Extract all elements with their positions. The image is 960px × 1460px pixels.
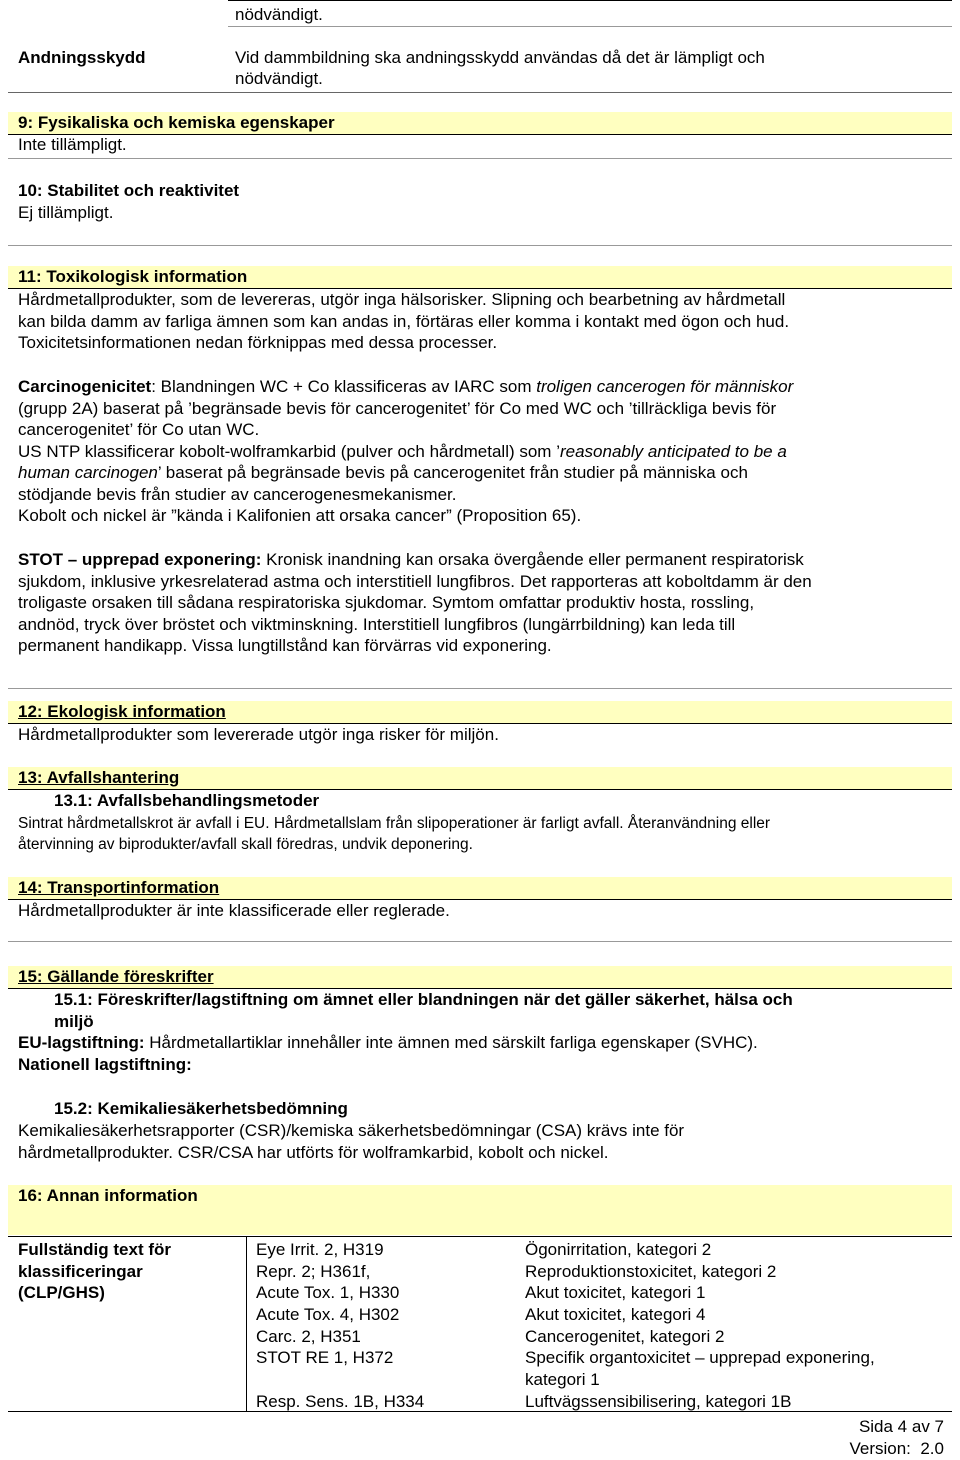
national-legislation: Nationell lagstiftning: bbox=[18, 1055, 192, 1074]
section-13-title: 13: Avfallshantering bbox=[18, 768, 180, 787]
csa-line-1: Kemikaliesäkerhetsrapporter (CSR)/kemiska säkerhetsbedömningar (CSA) krävs inte för bbox=[18, 1121, 685, 1140]
classification-label bbox=[18, 1239, 171, 1304]
section-9-text: Inte tillämpligt. bbox=[18, 135, 127, 154]
section-15-2-title: 15.2: Kemikaliesäkerhetsbedömning bbox=[54, 1099, 348, 1118]
ntp-text-2a: human carcinogen bbox=[18, 463, 158, 482]
california-line: Kobolt och nickel är ”kända i Kalifonien att orsaka cancer” (Proposition 65). bbox=[18, 506, 582, 525]
carcinogenicity-block bbox=[18, 376, 943, 527]
ntp-line-2 bbox=[18, 462, 943, 484]
section-14-text: Hårdmetallprodukter är inte klassificerade eller reglerade. bbox=[18, 901, 450, 920]
version: Version: 2.0 bbox=[849, 1439, 944, 1458]
section-14-header bbox=[8, 877, 952, 900]
classification-codes bbox=[256, 1239, 424, 1413]
code-item: Eye Irrit. 2, H319 bbox=[256, 1240, 384, 1259]
csa-line-2: hårdmetallprodukter. CSR/CSA har utförts för wolframkarbid, kobolt och nickel. bbox=[18, 1142, 609, 1162]
class-label-line-1: Fullständig text för bbox=[18, 1240, 171, 1259]
stot-line-3: troligaste orsaken till sådana respiratoriska sjukdomar. Symtom omfattar produktiv hosta, rossling, bbox=[18, 593, 755, 612]
ntp-text-1b: reasonably anticipated to be a bbox=[559, 441, 787, 461]
desc-item: Reproduktionstoxicitet, kategori 2 bbox=[525, 1261, 777, 1281]
desc-item: Luftvägssensibilisering, kategori 1B bbox=[525, 1391, 792, 1411]
s15-1-line-1: 15.1: Föreskrifter/lagstiftning om ämnet eller blandningen när det gäller säkerhet, hälsa och bbox=[54, 990, 793, 1009]
classification-table bbox=[8, 1236, 952, 1412]
desc-item: Specifik organtoxicitet – upprepad exponering, bbox=[525, 1348, 875, 1368]
section-12-text: Hårdmetallprodukter som levererade utgör inga risker för miljön. bbox=[18, 725, 499, 744]
stot-label: STOT – upprepad exponering: bbox=[18, 550, 262, 569]
waste-line-2: återvinning av biprodukter/avfall skall föredras, undvik deponering. bbox=[18, 836, 473, 853]
code-item: STOT RE 1, H372 bbox=[256, 1348, 394, 1368]
section-11-header bbox=[8, 266, 952, 289]
eu-legislation bbox=[18, 1032, 943, 1054]
ntp-line-1 bbox=[18, 441, 943, 463]
code-item: Carc. 2, H351 bbox=[256, 1326, 361, 1346]
ppe-text-2: nödvändigt. bbox=[235, 69, 323, 88]
stot-line-1 bbox=[18, 549, 943, 571]
section-15-2-text bbox=[18, 1120, 943, 1163]
code-item: Resp. Sens. 1B, H334 bbox=[256, 1391, 425, 1411]
carc-line-3: cancerogenitet’ för Co utan WC. bbox=[18, 420, 260, 439]
section-13-1-title: 13.1: Avfallsbehandlingsmetoder bbox=[54, 791, 320, 810]
intro-line-3: Toxicitetsinformationen nedan förknippas med dessa processer. bbox=[18, 333, 498, 352]
eu-text: Hårdmetallartiklar innehåller inte ämnen med särskilt farliga egenskaper (SVHC). bbox=[144, 1033, 758, 1052]
section-12-title: 12: Ekologisk information bbox=[18, 702, 226, 721]
section-15-header bbox=[8, 966, 952, 989]
section-11-title: 11: Toxikologisk information bbox=[18, 267, 248, 286]
ntp-text-2b: ’ baserat på begränsade bevis på cancerogenitet från studier på människa och bbox=[157, 463, 748, 482]
s15-1-line-2: miljö bbox=[54, 1011, 94, 1031]
section-10-title: 10: Stabilitet och reaktivitet bbox=[18, 181, 240, 200]
carc-label: Carcinogenicitet bbox=[18, 377, 152, 396]
section-9-title: 9: Fysikaliska och kemiska egenskaper bbox=[18, 113, 335, 132]
section-9-header bbox=[8, 112, 952, 135]
desc-item: Cancerogenitet, kategori 2 bbox=[525, 1326, 725, 1346]
section-16-title: 16: Annan information bbox=[18, 1186, 198, 1205]
eu-label: EU-lagstiftning: bbox=[18, 1033, 145, 1052]
desc-item: Akut toxicitet, kategori 4 bbox=[525, 1305, 706, 1325]
carc-line-1 bbox=[18, 376, 943, 398]
desc-item: kategori 1 bbox=[525, 1370, 600, 1390]
section-14-title: 14: Transportinformation bbox=[18, 878, 220, 897]
intro-line-2: kan bilda damm av farliga ämnen som kan andas in, förtäras eller komma i kontakt med ögon och hud. bbox=[18, 311, 790, 331]
class-label-line-3: (CLP/GHS) bbox=[18, 1283, 105, 1303]
carc-text-1b: troligen cancerogen för människor bbox=[536, 377, 794, 396]
section-12-header bbox=[8, 701, 952, 724]
classification-descriptions bbox=[525, 1239, 875, 1413]
ntp-line-3: stödjande bevis från studier av cancerogenesmekanismer. bbox=[18, 484, 457, 504]
stot-line-4: andnöd, tryck över bröstet och viktminskning. Interstitiell lungfibros (lungärrbildning) kan leda till bbox=[18, 614, 736, 634]
section-11-intro bbox=[18, 289, 943, 354]
top-table bbox=[8, 0, 952, 94]
page-number: Sida 4 av 7 bbox=[858, 1417, 944, 1436]
section-10-text: Ej tillämpligt. bbox=[18, 203, 114, 222]
code-item bbox=[256, 1369, 424, 1391]
ppe-text-1: Vid dammbildning ska andningsskydd användas då det är lämpligt och bbox=[235, 48, 765, 67]
carc-text-1a: : Blandningen WC + Co klassificeras av IARC som bbox=[151, 377, 537, 396]
desc-item: Akut toxicitet, kategori 1 bbox=[525, 1283, 706, 1303]
code-item: Repr. 2; H361f, bbox=[256, 1261, 371, 1281]
class-label-line-2: klassificeringar bbox=[18, 1261, 143, 1281]
code-item: Acute Tox. 4, H302 bbox=[256, 1305, 400, 1325]
stot-line-5: permanent handikapp. Vissa lungtillstånd kan förvärras vid exponering. bbox=[18, 636, 552, 655]
stot-line-2: sjukdom, inklusive yrkesrelaterad astma och interstitiell lungfibros. Det rapporteras att koboltdamm är den bbox=[18, 571, 812, 591]
section-16-header bbox=[8, 1185, 952, 1235]
carc-line-2: (grupp 2A) baserat på ’begränsade bevis för cancerogenitet’ för Co med WC och ’tillräckliga bevis för bbox=[18, 398, 777, 418]
section-13-header bbox=[8, 767, 952, 790]
section-15-title: 15: Gällande föreskrifter bbox=[18, 967, 214, 986]
ppe-label: Andningsskydd bbox=[18, 48, 146, 67]
intro-line-1: Hårdmetallprodukter, som de levereras, utgör inga hälsorisker. Slipning och bearbetning av hårdmetall bbox=[18, 290, 786, 309]
code-item: Acute Tox. 1, H330 bbox=[256, 1283, 400, 1303]
ntp-text-1a: US NTP klassificerar kobolt-wolframkarbid (pulver och hårdmetall) som ’ bbox=[18, 441, 560, 461]
cont-text: nödvändigt. bbox=[235, 5, 323, 24]
stot-text-1: Kronisk inandning kan orsaka övergående eller permanent respiratorisk bbox=[261, 550, 804, 569]
waste-line-1: Sintrat hårdmetallskrot är avfall i EU. Hårdmetallslam från slipoperationer är farligt avfall. Återanvändning eller bbox=[18, 815, 771, 832]
stot-block bbox=[18, 549, 943, 657]
section-15-1-title bbox=[54, 989, 949, 1032]
section-13-text bbox=[18, 813, 943, 855]
desc-item: Ögonirritation, kategori 2 bbox=[525, 1240, 712, 1259]
